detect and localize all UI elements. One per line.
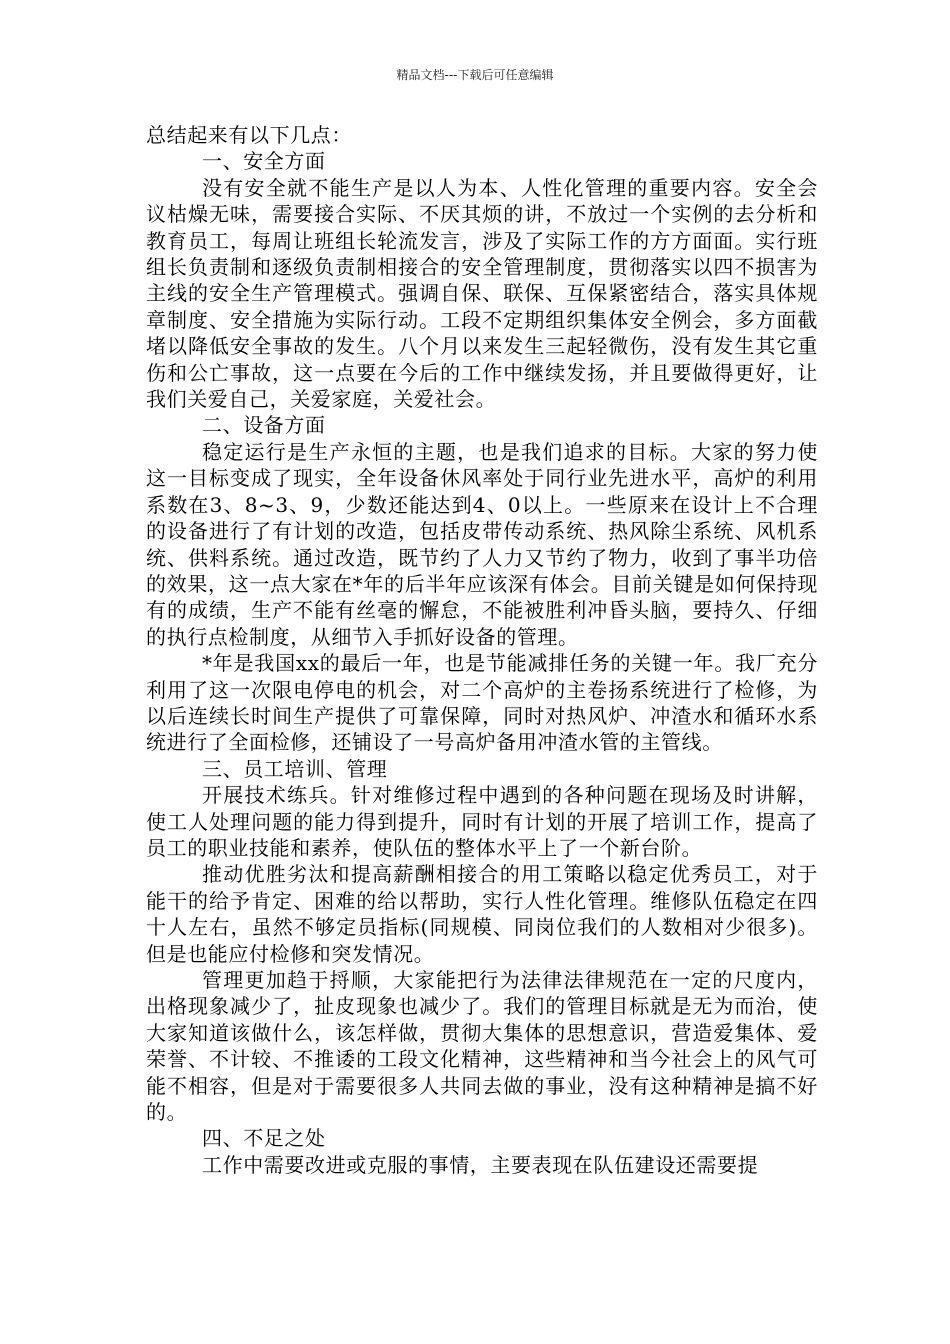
paragraph-safety: 没有安全就不能生产是以人为本、人性化管理的重要内容。安全会议枯燥无味，需要接合实际、不厌其烦的讲，不放过一个实例的去分析和教育员工，每周让班组长轮流发言，涉及了实际工作的方方面面。实行班组长负责制和逐级负责制相接合的安全管理制度，贯彻落实以四不损害为主线的安全生产管理模式。强调自保、联保、互保紧密结合，落实具体规章制度、安全措施为实际行动。工段不定期组织集体安全例会，多方面截堵以降低安全事故的发生。八个月以来发生三起轻微伤，没有发生其它重伤和公亡事故，这一点要在今后的工作中继续发扬，并且要做得更好，让我们关爱自己，关爱家庭，关爱社会。: [146, 175, 818, 412]
document-body: [146, 122, 818, 1178]
paragraph-staffing: 推动优胜劣汰和提高薪酬相接合的用工策略以稳定优秀员工，对于能干的给予肯定、困难的给以帮助，实行人性化管理。维修队伍稳定在四十人左右，虽然不够定员指标(同规模、同岗位我们的人数相对少很多)。但是也能应付检修和突发情况。: [146, 862, 818, 966]
section-heading-safety: 一、安全方面: [202, 149, 326, 174]
paragraph-maintenance: *年是我国xx的最后一年，也是节能减排任务的关键一年。我厂充分利用了这一次限电停电的机会，对二个高炉的主卷扬系统进行了检修，为以后连续长时间生产提供了可靠保障，同时对热风炉、冲渣水和循环水系统进行了全面检修，还铺设了一号高炉备用冲渣水管的主管线。: [146, 651, 818, 755]
paragraph-intro: 总结起来有以下几点：: [146, 123, 352, 147]
paragraph-training: 开展技术练兵。针对维修过程中遇到的各种问题在现场及时讲解，使工人处理问题的能力得到提升，同时有计划的开展了培训工作，提高了员工的职业技能和素养，使队伍的整体水平上了一个新台阶。: [146, 783, 818, 860]
paragraph-equipment: 稳定运行是生产永恒的主题，也是我们追求的目标。大家的努力使这一目标变成了现实，全年设备休风率处于同行业先进水平，高炉的利用系数在3、8~3、9，少数还能达到4、0以上。一些原来在设计上不合理的设备进行了有计划的改造，包括皮带传动系统、热风除尘系统、风机系统、供料系统。通过改造，既节约了人力又节约了物力，收到了事半功倍的效果，这一点大家在*年的后半年应该深有体会。目前关键是如何保持现有的成绩，生产不能有丝毫的懈怠，不能被胜利冲昏头脑，要持久、仔细的执行点检制度，从细节入手抓好设备的管理。: [146, 439, 818, 649]
paragraph-management: 管理更加趋于捋顺，大家能把行为法律法律规范在一定的尺度内，出格现象减少了，扯皮现象也减少了。我们的管理目标就是无为而治，使大家知道该做什么，该怎样做，贯彻大集体的思想意识，营造爱集体、爱荣誉、不计较、不推诿的工段文化精神，这些精神和当今社会上的风气可能不相容，但是对于需要很多人共同去做的事业，没有这种精神是搞不好的。: [146, 968, 818, 1125]
section-heading-equipment: 二、设备方面: [202, 413, 326, 438]
section-heading-training: 三、员工培训、管理: [202, 756, 388, 781]
section-heading-shortcomings: 四、不足之处: [202, 1126, 326, 1151]
paragraph-shortcomings: 工作中需要改进或克服的事情，主要表现在队伍建设还需要提: [202, 1152, 759, 1177]
page-header: 精品文档---下载后可任意编辑: [396, 68, 554, 82]
